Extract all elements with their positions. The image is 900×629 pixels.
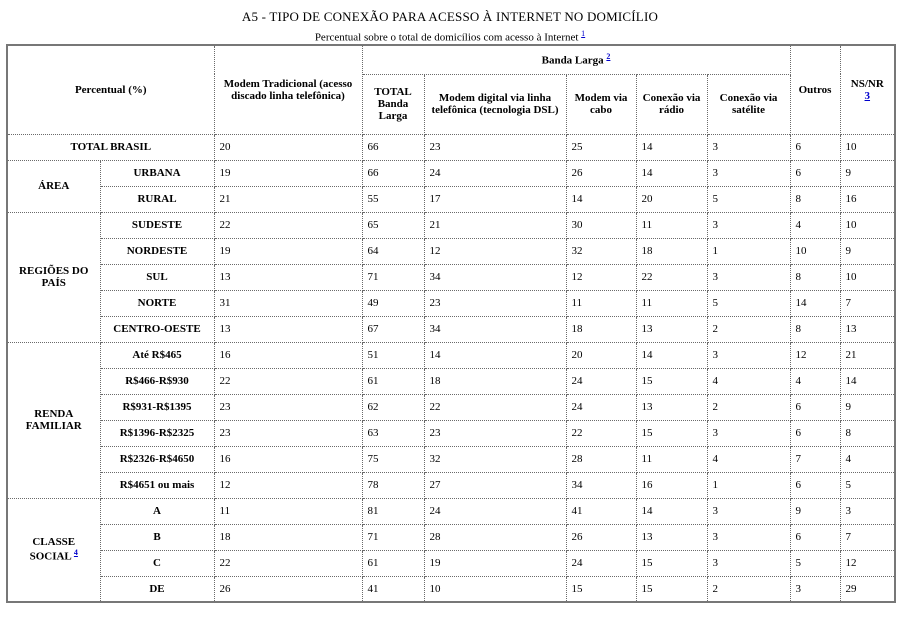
cell: 21 [840,342,895,368]
cell: 3 [707,342,790,368]
cell: 20 [214,134,362,160]
row-label: URBANA [100,160,214,186]
cell: 41 [566,498,636,524]
row-label: A [100,498,214,524]
cell: 34 [566,472,636,498]
cell: 10 [840,134,895,160]
row-label: SUL [100,264,214,290]
cell: 75 [362,446,424,472]
cell: 31 [214,290,362,316]
table-row [7,368,895,394]
header-percentual: Percentual (%) [7,45,214,134]
cell: 16 [214,342,362,368]
table-row [7,550,895,576]
cell: 20 [566,342,636,368]
table-row [7,420,895,446]
row-label: R$931-R$1395 [100,394,214,420]
header-satelite: Conexão via satélite [707,74,790,134]
cell: 15 [636,550,707,576]
cell: 3 [790,576,840,602]
cell: 3 [707,498,790,524]
table-subtitle [0,29,900,44]
cell: 16 [840,186,895,212]
group-label [7,498,100,602]
cell: 2 [707,316,790,342]
cell: 13 [214,264,362,290]
cell: 14 [790,290,840,316]
table-row [7,238,895,264]
cell: 12 [214,472,362,498]
cell: 9 [790,498,840,524]
cell: 19 [424,550,566,576]
cell: 24 [424,160,566,186]
cell: 26 [214,576,362,602]
table-row [7,316,895,342]
cell: 61 [362,368,424,394]
cell: 13 [214,316,362,342]
cell: 2 [707,576,790,602]
group-label [7,212,100,342]
cell: 18 [636,238,707,264]
connection-type-table [6,44,896,603]
cell: 16 [636,472,707,498]
footnote-link-1[interactable]: 1 [581,29,586,38]
table-row [7,342,895,368]
row-label: NORDESTE [100,238,214,264]
cell: 65 [362,212,424,238]
cell: 18 [424,368,566,394]
row-label: R$2326-R$4650 [100,446,214,472]
table-row [7,576,895,602]
cell: 7 [840,524,895,550]
cell: 19 [214,160,362,186]
cell: 21 [214,186,362,212]
cell: 7 [840,290,895,316]
table-row [7,446,895,472]
cell: 81 [362,498,424,524]
cell: 15 [636,576,707,602]
cell: 17 [424,186,566,212]
table-row [7,212,895,238]
cell: 6 [790,472,840,498]
table-row [7,160,895,186]
cell: 78 [362,472,424,498]
row-label: C [100,550,214,576]
cell: 4 [840,446,895,472]
cell: 13 [636,394,707,420]
cell: 15 [636,368,707,394]
cell: 5 [707,186,790,212]
cell: 14 [636,342,707,368]
cell: 32 [566,238,636,264]
cell: 28 [566,446,636,472]
cell: 4 [707,446,790,472]
cell: 62 [362,394,424,420]
cell: 66 [362,160,424,186]
header-total-banda-larga: TOTAL Banda Larga [362,74,424,134]
cell: 11 [636,212,707,238]
cell: 5 [707,290,790,316]
subtitle-text: Percentual sobre o total de domicílios com acesso à Internet [314,31,579,44]
footnote-link-4[interactable]: 4 [73,548,78,558]
header-cabo: Modem via cabo [566,74,636,134]
cell: 34 [424,264,566,290]
cell: 9 [840,238,895,264]
cell: 11 [636,290,707,316]
cell: 22 [424,394,566,420]
cell: 22 [566,420,636,446]
header-radio: Conexão via rádio [636,74,707,134]
cell: 10 [840,212,895,238]
cell: 55 [362,186,424,212]
cell: 3 [707,420,790,446]
total-label: TOTAL BRASIL [7,134,214,160]
cell: 7 [790,446,840,472]
group-label-text: CLASSE SOCIAL [29,536,76,564]
row-label: DE [100,576,214,602]
cell: 19 [214,238,362,264]
header-banda-larga [362,45,790,74]
cell: 23 [214,420,362,446]
cell: 8 [790,316,840,342]
cell: 23 [214,394,362,420]
cell: 15 [566,576,636,602]
cell: 12 [790,342,840,368]
cell: 41 [362,576,424,602]
footnote-link-3[interactable]: 3 [864,89,871,102]
cell: 12 [840,550,895,576]
cell: 22 [214,212,362,238]
cell: 71 [362,264,424,290]
header-nsnr [840,45,895,134]
header-dsl: Modem digital via linha telefônica (tecnologia DSL) [424,74,566,134]
cell: 14 [636,160,707,186]
table-row [7,290,895,316]
cell: 14 [636,498,707,524]
row-label: SUDESTE [100,212,214,238]
cell: 3 [707,524,790,550]
cell: 14 [566,186,636,212]
cell: 2 [707,394,790,420]
cell: 6 [790,524,840,550]
cell: 13 [636,316,707,342]
group-label-text: ÁREA [38,180,70,192]
group-label [7,160,100,212]
cell: 29 [840,576,895,602]
cell: 61 [362,550,424,576]
cell: 3 [707,160,790,186]
cell: 27 [424,472,566,498]
cell: 6 [790,394,840,420]
cell: 49 [362,290,424,316]
cell: 4 [707,368,790,394]
cell: 32 [424,446,566,472]
cell: 15 [636,420,707,446]
cell: 26 [566,524,636,550]
cell: 5 [790,550,840,576]
cell: 11 [214,498,362,524]
cell: 6 [790,134,840,160]
group-label-text: RENDA FAMILIAR [25,408,82,432]
row-label: R$466-R$930 [100,368,214,394]
cell: 10 [424,576,566,602]
cell: 23 [424,290,566,316]
row-label: NORTE [100,290,214,316]
row-label: Até R$465 [100,342,214,368]
cell: 12 [566,264,636,290]
cell: 9 [840,160,895,186]
cell: 10 [790,238,840,264]
cell: 18 [214,524,362,550]
cell: 13 [636,524,707,550]
table-row [7,498,895,524]
table-title: A5 - TIPO DE CONEXÃO PARA ACESSO À INTERNET NO DOMICÍLIO [241,9,659,24]
cell: 8 [790,186,840,212]
total-row [7,134,895,160]
cell: 3 [707,264,790,290]
cell: 24 [566,368,636,394]
cell: 51 [362,342,424,368]
banda-larga-label: Banda Larga [541,55,604,68]
row-label: R$1396-R$2325 [100,420,214,446]
cell: 10 [840,264,895,290]
table-body [7,134,895,602]
cell: 8 [790,264,840,290]
table-row [7,472,895,498]
cell: 5 [840,472,895,498]
cell: 64 [362,238,424,264]
cell: 21 [424,212,566,238]
cell: 13 [840,316,895,342]
row-label: R$4651 ou mais [100,472,214,498]
cell: 6 [790,420,840,446]
table-row [7,394,895,420]
cell: 24 [566,550,636,576]
cell: 63 [362,420,424,446]
group-label [7,342,100,498]
cell: 20 [636,186,707,212]
cell: 12 [424,238,566,264]
cell: 11 [566,290,636,316]
cell: 22 [214,550,362,576]
cell: 1 [707,472,790,498]
cell: 3 [707,212,790,238]
cell: 66 [362,134,424,160]
footnote-link-2[interactable]: 2 [606,52,611,62]
cell: 34 [424,316,566,342]
cell: 9 [840,394,895,420]
cell: 14 [424,342,566,368]
header-outros: Outros [790,45,840,134]
cell: 23 [424,420,566,446]
cell: 6 [790,160,840,186]
group-label-text: REGIÕES DO PAÍS [19,265,89,289]
cell: 22 [636,264,707,290]
cell: 4 [790,212,840,238]
cell: 18 [566,316,636,342]
cell: 67 [362,316,424,342]
nsnr-label: NS/NR [850,77,884,90]
row-label: B [100,524,214,550]
cell: 26 [566,160,636,186]
cell: 14 [636,134,707,160]
cell: 3 [840,498,895,524]
cell: 16 [214,446,362,472]
cell: 28 [424,524,566,550]
cell: 4 [790,368,840,394]
cell: 3 [707,134,790,160]
cell: 14 [840,368,895,394]
cell: 24 [424,498,566,524]
cell: 23 [424,134,566,160]
cell: 25 [566,134,636,160]
table-row [7,186,895,212]
row-label: RURAL [100,186,214,212]
header-modem-tradicional: Modem Tradicional (acesso discado linha telefônica) [214,45,362,134]
cell: 11 [636,446,707,472]
cell: 1 [707,238,790,264]
table-row [7,264,895,290]
cell: 71 [362,524,424,550]
cell: 22 [214,368,362,394]
cell: 30 [566,212,636,238]
row-label: CENTRO-OESTE [100,316,214,342]
cell: 24 [566,394,636,420]
cell: 3 [707,550,790,576]
cell: 8 [840,420,895,446]
table-row [7,524,895,550]
